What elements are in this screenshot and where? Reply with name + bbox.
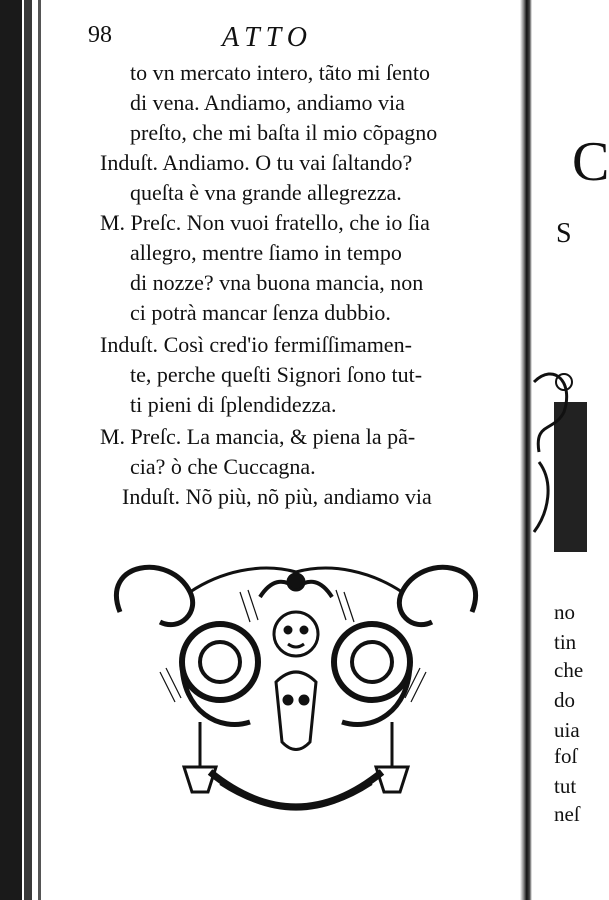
- line-text: Nõ più, nõ più, andiamo via: [185, 484, 432, 509]
- line-text: ci potrà mancar ſenza dubbio.: [130, 300, 391, 325]
- line-text: di vena. Andiamo, andiamo via: [130, 90, 405, 115]
- text-line: [130, 390, 337, 420]
- text-line: [100, 148, 412, 178]
- line-text: preſto, che mi baſta il mio cõpagno: [130, 120, 438, 145]
- line-text: Così cred'io fermiſſimamen-: [163, 332, 412, 357]
- right-page-line-fragment: do: [554, 688, 575, 712]
- text-line: [130, 58, 430, 88]
- line-text: te, perche queſti Signori ſono tut-: [130, 362, 423, 387]
- text-line: [130, 298, 391, 328]
- text-line: [130, 88, 405, 118]
- text-line: [130, 178, 402, 208]
- line-text: La mancia, & piena la pã-: [186, 424, 416, 449]
- page-number: 98: [88, 22, 112, 48]
- speaker-label: M. Preſc.: [100, 210, 182, 235]
- text-line: [100, 330, 412, 360]
- line-text: allegro, mentre ſiamo in tempo: [130, 240, 402, 265]
- text-line: [100, 422, 415, 452]
- right-page-line-fragment: tin: [554, 630, 577, 654]
- speaker-label: M. Preſc.: [100, 424, 182, 449]
- text-line: [130, 268, 423, 298]
- right-page-line-fragment: no: [554, 600, 575, 624]
- book-spine-line: [38, 0, 41, 900]
- line-text: ti pieni di ſplendidezza.: [130, 392, 337, 417]
- woodcut-tailpiece-ornament: [100, 552, 492, 834]
- speaker-label: Induſt.: [100, 150, 159, 175]
- text-line: [100, 208, 430, 238]
- right-page-line-fragment: tut: [554, 774, 577, 798]
- text-line: [122, 482, 432, 512]
- right-page-fragment: [534, 0, 609, 900]
- line-text: queſta è vna grande allegrezza.: [130, 180, 402, 205]
- right-page-decorative-initial: [534, 362, 587, 552]
- line-text: cia? ò che Cuccagna.: [130, 454, 316, 479]
- line-text: Andiamo. O tu vai ſaltando?: [162, 150, 413, 175]
- text-line: [130, 360, 422, 390]
- running-head: ATTO: [222, 22, 313, 53]
- text-line: [130, 118, 437, 148]
- line-text: di nozze? vna buona mancia, non: [130, 270, 424, 295]
- text-line: [130, 452, 316, 482]
- right-page-line-fragment: uia: [554, 718, 580, 742]
- book-spine-shadow: [0, 0, 22, 900]
- right-page-large-letter: C: [572, 131, 609, 193]
- right-page-line-fragment: neſ: [554, 802, 580, 826]
- right-page-small-letter: S: [556, 218, 574, 249]
- line-text: to vn mercato intero, tãto mi ſento: [130, 60, 430, 85]
- speaker-label: Induſt.: [100, 332, 159, 357]
- book-spine-edge: [24, 0, 32, 900]
- book-gutter-shadow: [520, 0, 532, 900]
- line-text: Non vuoi fratello, che io ſia: [186, 210, 430, 235]
- text-line: [130, 238, 402, 268]
- speaker-label: Induſt.: [122, 484, 181, 509]
- right-page-line-fragment: foſ: [554, 744, 578, 768]
- right-page-line-fragment: che: [554, 658, 584, 682]
